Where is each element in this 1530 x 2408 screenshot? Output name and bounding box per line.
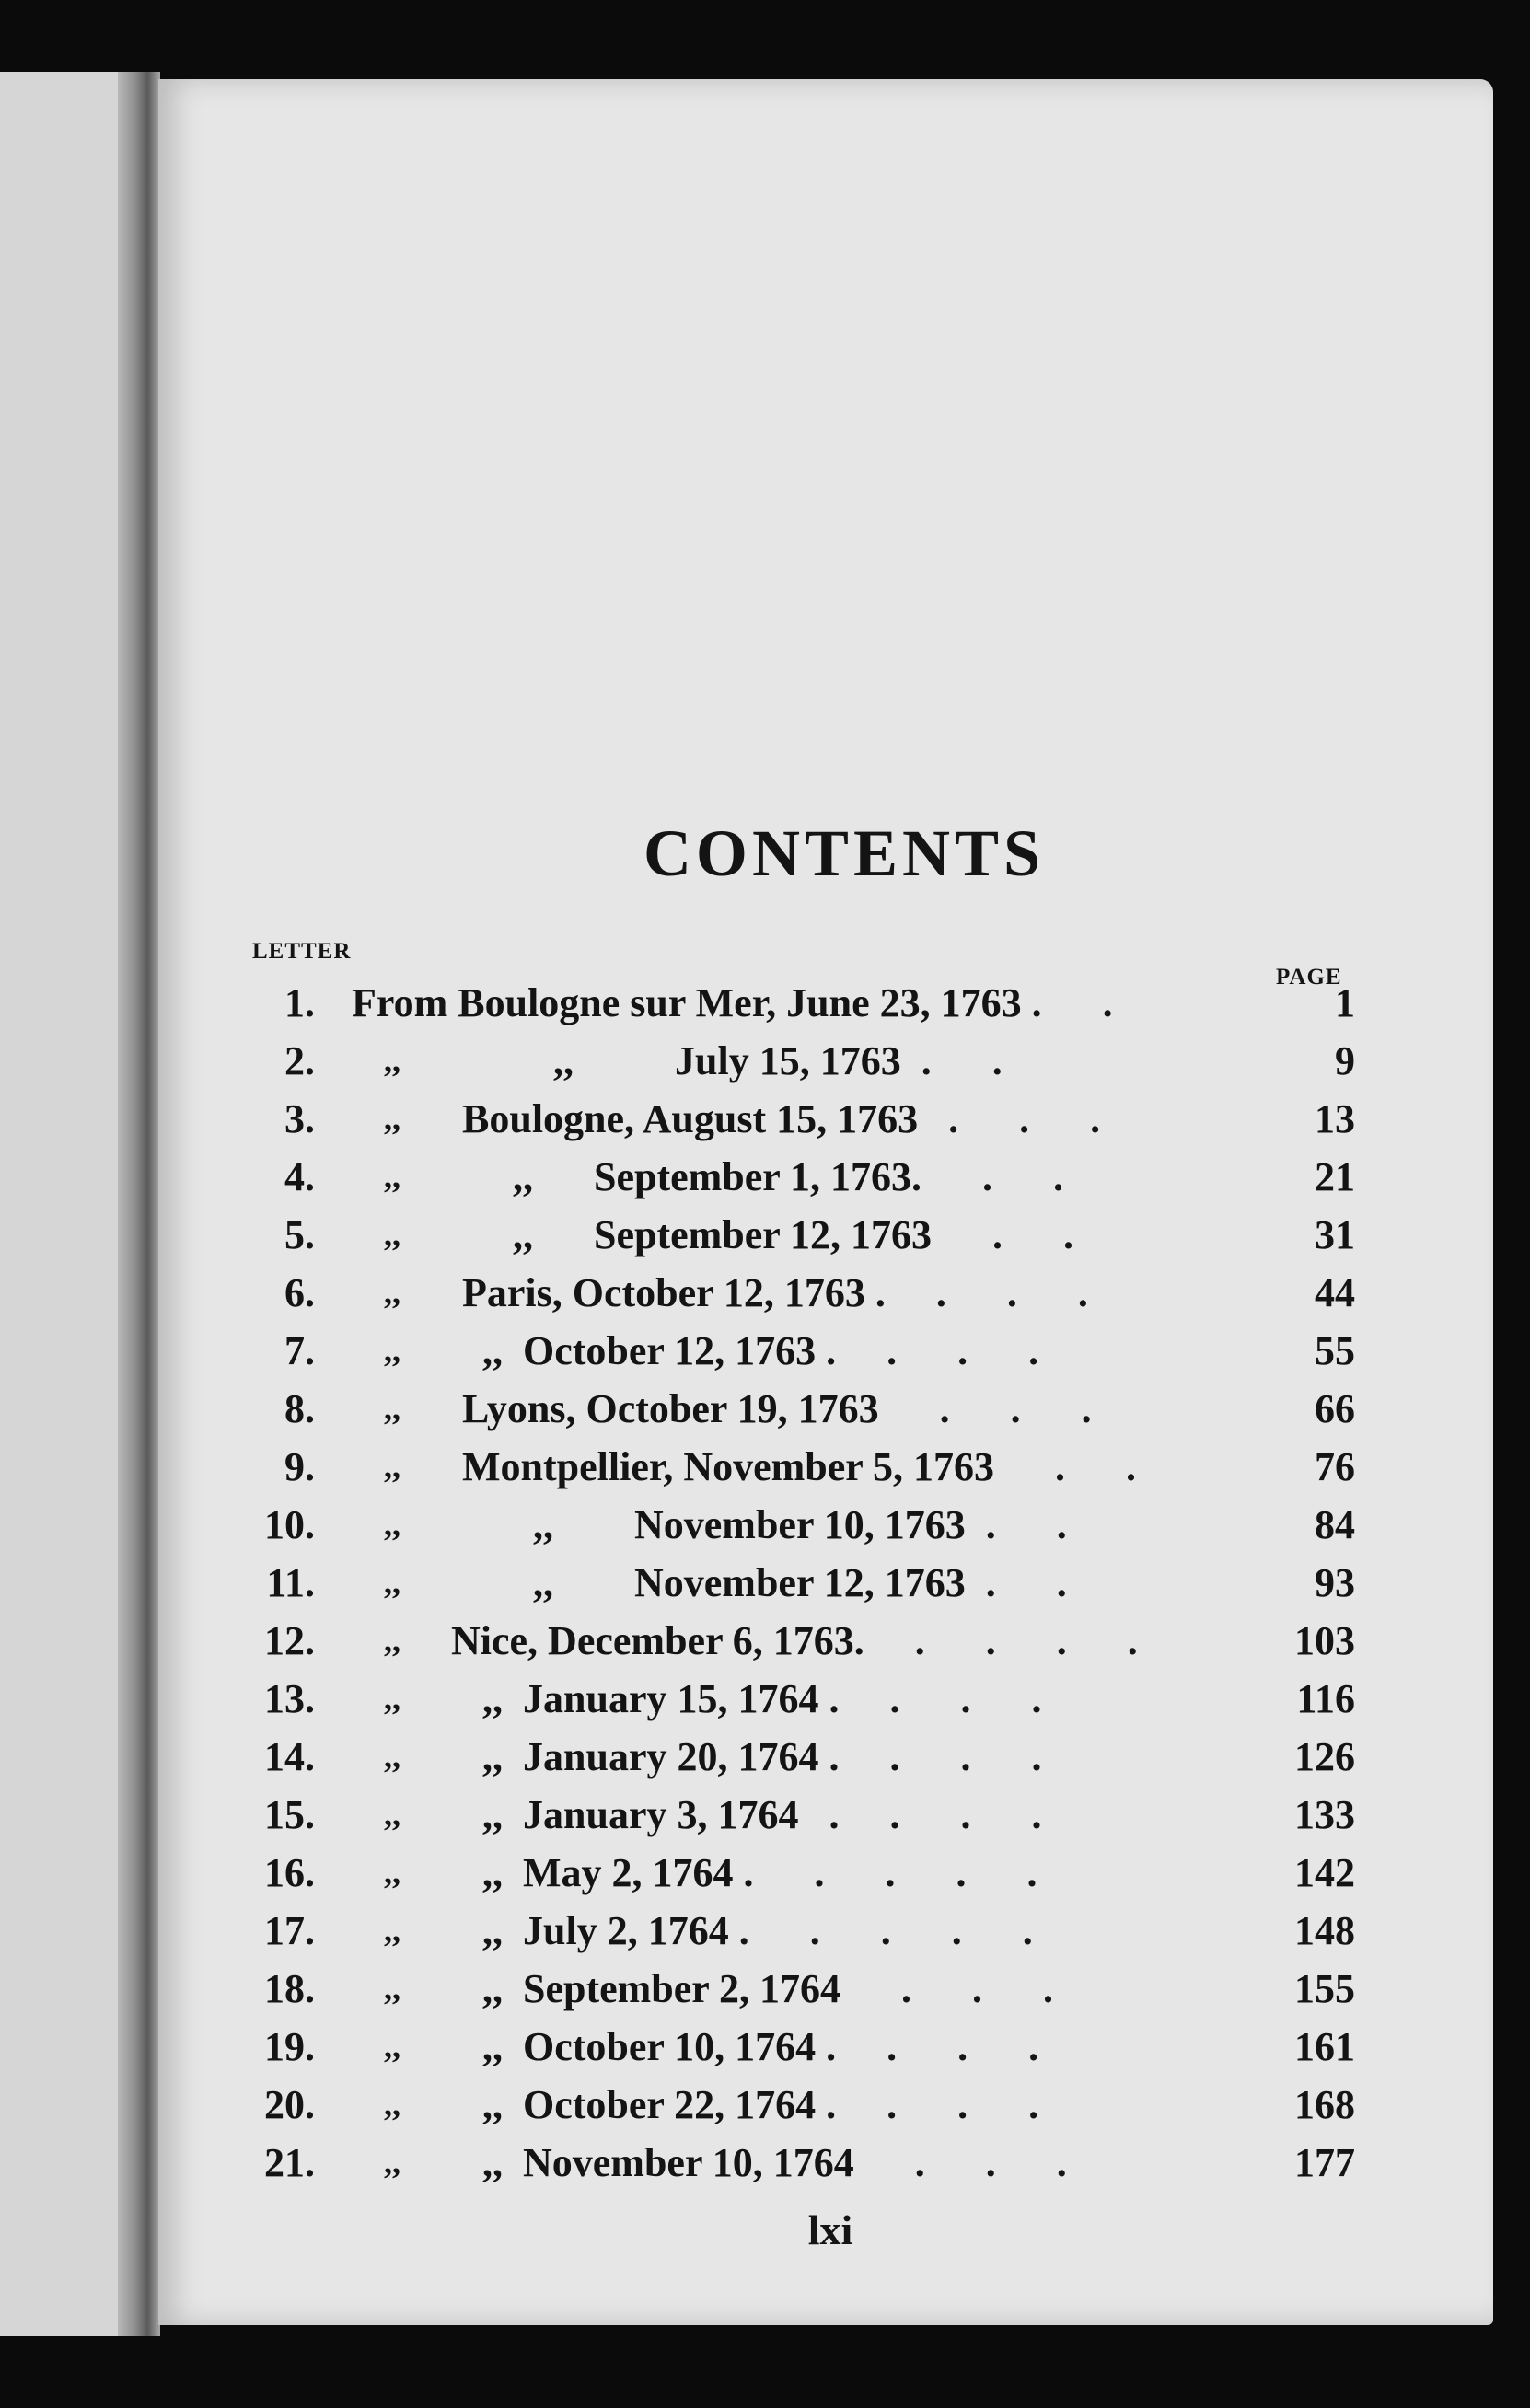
letter-number: 5. xyxy=(284,1212,315,1257)
page-number: 1 xyxy=(1335,980,1355,1025)
entry-text: ,, September 12, 1763 . . xyxy=(462,1212,1074,1257)
letter-number: 11. xyxy=(266,1560,315,1605)
ditto-mark: ,, xyxy=(384,1738,400,1775)
ditto-mark: ,, xyxy=(384,1970,400,2007)
entry-text: ,, October 12, 1763 . . . . xyxy=(462,1328,1039,1373)
letter-number: 2. xyxy=(284,1038,315,1083)
contents-entry xyxy=(158,2076,1493,2134)
ditto-mark: ,, xyxy=(384,1912,400,1949)
page-number: 177 xyxy=(1294,2140,1355,2185)
ditto-mark: ,, xyxy=(384,1506,400,1543)
contents-entry xyxy=(158,1322,1493,1380)
letter-number: 3. xyxy=(284,1096,315,1141)
page-number: 142 xyxy=(1294,1850,1355,1895)
ditto-mark: ,, xyxy=(384,1100,400,1137)
letter-number: 15. xyxy=(264,1792,315,1837)
entry-text: ,, November 10, 1763 . . xyxy=(462,1502,1067,1547)
contents-entry xyxy=(158,1960,1493,2018)
page-title: CONTENTS xyxy=(643,816,1046,890)
letter-number: 1. xyxy=(284,980,315,1025)
letter-number: 19. xyxy=(264,2024,315,2069)
letter-number: 10. xyxy=(264,1502,315,1547)
entry-text: ,, September 1, 1763. . . xyxy=(462,1154,1064,1199)
page-number: 161 xyxy=(1294,2024,1355,2069)
ditto-mark: ,, xyxy=(384,1332,400,1369)
entry-text: ,, October 22, 1764 . . . . xyxy=(462,2082,1039,2127)
page-number: 148 xyxy=(1294,1908,1355,1953)
entry-text: ,, October 10, 1764 . . . . xyxy=(462,2024,1039,2069)
letter-number: 14. xyxy=(264,1734,315,1779)
entry-text: From Boulogne sur Mer, June 23, 1763 . . xyxy=(352,980,1113,1025)
contents-entry xyxy=(158,1786,1493,1844)
letter-number: 9. xyxy=(284,1444,315,1489)
entry-text: ,, November 12, 1763 . . xyxy=(462,1560,1067,1605)
entry-text: ,, January 15, 1764 . . . . xyxy=(462,1676,1042,1721)
entry-text: Boulogne, August 15, 1763 . . . xyxy=(462,1096,1101,1141)
ditto-mark: ,, xyxy=(384,1216,400,1253)
page-number: 31 xyxy=(1315,1212,1355,1257)
ditto-mark: ,, xyxy=(384,1796,400,1833)
entry-text: ,, July 2, 1764 . . . . . xyxy=(462,1908,1033,1953)
entry-text: Nice, December 6, 1763. . . . . xyxy=(451,1618,1138,1663)
ditto-mark: ,, xyxy=(384,2028,400,2065)
entry-text: Paris, October 12, 1763 . . . . xyxy=(462,1270,1088,1315)
letter-column-header: LETTER xyxy=(252,939,352,964)
page-number: 55 xyxy=(1315,1328,1355,1373)
ditto-mark: ,, xyxy=(384,1622,400,1659)
contents-entry xyxy=(158,1728,1493,1786)
ditto-mark: ,, xyxy=(384,1390,400,1427)
letter-number: 20. xyxy=(264,2082,315,2127)
letter-number: 12. xyxy=(264,1618,315,1663)
contents-entry xyxy=(158,1844,1493,1902)
page-number: 13 xyxy=(1315,1096,1355,1141)
contents-entry xyxy=(158,1670,1493,1728)
page-number: 21 xyxy=(1315,1154,1355,1199)
ditto-mark: ,, xyxy=(384,1854,400,1891)
letter-number: 4. xyxy=(284,1154,315,1199)
ditto-mark: ,, xyxy=(384,1448,400,1485)
ditto-mark: ,, xyxy=(384,1274,400,1311)
letter-number: 17. xyxy=(264,1908,315,1953)
contents-entry xyxy=(158,1554,1493,1612)
ditto-mark: ,, xyxy=(384,1042,400,1079)
entry-text: Montpellier, November 5, 1763 . . xyxy=(462,1444,1137,1489)
entry-text: ,, September 2, 1764 . . . xyxy=(462,1966,1054,2011)
letter-number: 16. xyxy=(264,1850,315,1895)
page-number: 103 xyxy=(1294,1618,1355,1663)
contents-entry xyxy=(158,1148,1493,1206)
page-number: 116 xyxy=(1296,1676,1355,1721)
contents-entry xyxy=(158,1612,1493,1670)
ditto-mark: ,, xyxy=(384,2086,400,2123)
page-number: 44 xyxy=(1315,1270,1355,1315)
page-column-header: PAGE xyxy=(1276,965,1342,990)
letter-number: 13. xyxy=(264,1676,315,1721)
contents-entry xyxy=(158,1206,1493,1264)
book-gutter xyxy=(118,72,160,2336)
contents-entry xyxy=(158,1032,1493,1090)
letter-number: 7. xyxy=(284,1328,315,1373)
contents-entry xyxy=(158,1090,1493,1148)
page-number: 133 xyxy=(1294,1792,1355,1837)
entry-text: Lyons, October 19, 1763 . . . xyxy=(462,1386,1092,1431)
contents-list xyxy=(158,974,1493,2192)
entry-text: ,, November 10, 1764 . . . xyxy=(462,2140,1067,2185)
entry-text: ,, January 20, 1764 . . . . xyxy=(462,1734,1042,1779)
page-number: 84 xyxy=(1315,1502,1355,1547)
contents-page xyxy=(158,79,1493,2325)
contents-entry xyxy=(158,2018,1493,2076)
page-number: 126 xyxy=(1294,1734,1355,1779)
letter-number: 6. xyxy=(284,1270,315,1315)
contents-entry xyxy=(158,1902,1493,1960)
contents-entry xyxy=(158,974,1493,1032)
page-number: 76 xyxy=(1315,1444,1355,1489)
contents-entry xyxy=(158,1438,1493,1496)
ditto-mark: ,, xyxy=(384,1680,400,1717)
page-number: 93 xyxy=(1315,1560,1355,1605)
page-folio: lxi xyxy=(807,2206,853,2253)
ditto-mark: ,, xyxy=(384,1564,400,1601)
contents-entry xyxy=(158,2134,1493,2192)
page-number: 66 xyxy=(1315,1386,1355,1431)
entry-text: ,, May 2, 1764 . . . . . xyxy=(462,1850,1037,1895)
entry-text: ,, July 15, 1763 . . xyxy=(462,1038,1003,1083)
page-number: 155 xyxy=(1294,1966,1355,2011)
letter-number: 8. xyxy=(284,1386,315,1431)
page-number: 9 xyxy=(1335,1038,1355,1083)
letter-number: 21. xyxy=(264,2140,315,2185)
contents-entry xyxy=(158,1380,1493,1438)
entry-text: ,, January 3, 1764 . . . . xyxy=(462,1792,1042,1837)
ditto-mark: ,, xyxy=(384,2144,400,2181)
contents-entry xyxy=(158,1496,1493,1554)
contents-entry xyxy=(158,1264,1493,1322)
letter-number: 18. xyxy=(264,1966,315,2011)
ditto-mark: ,, xyxy=(384,1158,400,1195)
page-number: 168 xyxy=(1294,2082,1355,2127)
